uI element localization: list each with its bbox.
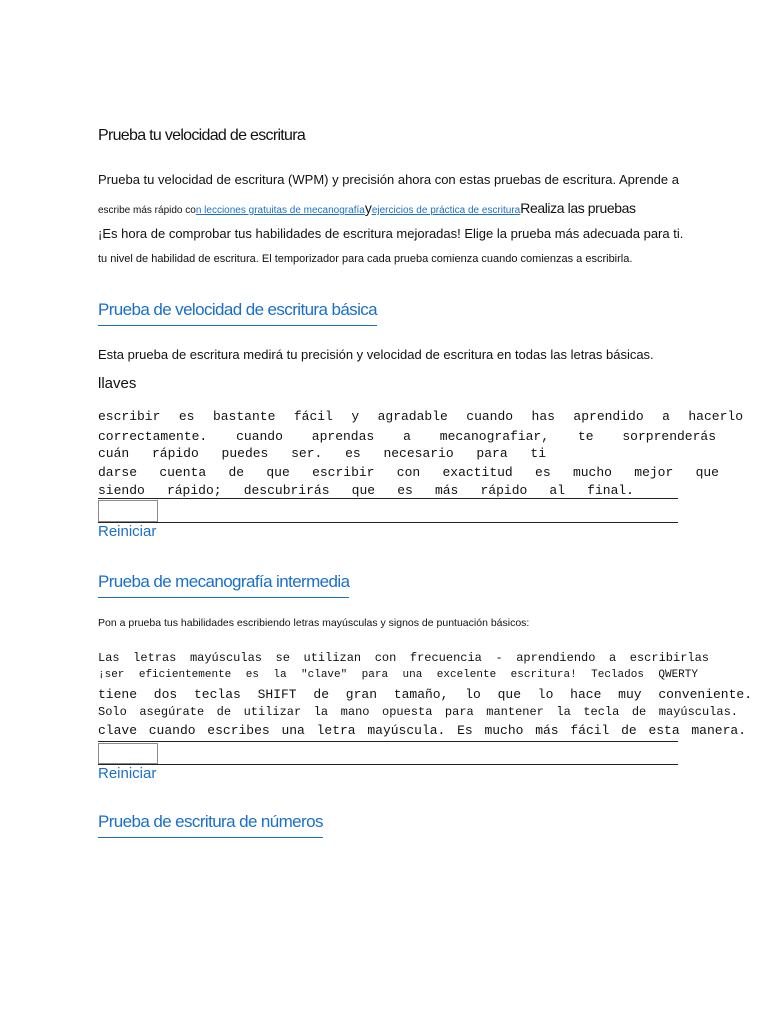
basic-divider-top	[98, 498, 678, 499]
intro-line-2-pre: escribe más rápido co	[98, 205, 196, 216]
intro-line-4: tu nivel de habilidad de escritura. El temporizador para cada prueba comienza cuando comienzas a escribirla.	[98, 253, 633, 265]
basic-reset-link[interactable]: Reiniciar	[98, 523, 157, 540]
intermediate-text-line-1: Las letras mayúsculas se utilizan con frecuencia - aprendiendo a escribirlas	[98, 651, 709, 665]
intermediate-typing-input[interactable]	[98, 743, 158, 764]
basic-text-line-4: darse cuenta de que escribir con exactitud es mucho mejor que	[98, 465, 719, 480]
intermediate-test-heading: Prueba de mecanografía intermedia	[98, 572, 349, 598]
basic-test-heading: Prueba de velocidad de escritura básica	[98, 300, 377, 326]
intermediate-text-line-4: Solo asegúrate de utilizar la mano opuesta para mantener la tecla de mayúsculas.	[98, 705, 738, 719]
basic-typing-input[interactable]	[98, 500, 158, 522]
basic-text-line-2: correctamente. cuando aprendas a mecanografiar, te sorprenderás	[98, 429, 716, 444]
intro-line-3: ¡Es hora de comprobar tus habilidades de escritura mejoradas! Elige la prueba más adecuada para ti.	[98, 226, 684, 241]
basic-text-line-5: siendo rápido; descubrirás que es más rápido al final.	[98, 483, 634, 498]
basic-text-line-3: cuán rápido puedes ser. es necesario para ti	[98, 446, 546, 461]
intermediate-test-description: Pon a prueba tus habilidades escribiendo letras mayúsculas y signos de puntuación básicos:	[98, 617, 530, 629]
intro-line-2	[98, 200, 636, 218]
basic-divider-bottom	[98, 522, 678, 523]
intermediate-text-line-3: tiene dos teclas SHIFT de gran tamaño, lo que lo hace muy conveniente.	[98, 687, 752, 702]
numbers-test-heading: Prueba de escritura de números	[98, 812, 323, 838]
basic-keys-label: llaves	[98, 375, 137, 392]
page-title: Prueba tu velocidad de escritura	[98, 127, 306, 144]
basic-test-description: Esta prueba de escritura medirá tu precisión y velocidad de escritura en todas las letras básicas.	[98, 347, 654, 362]
typing-lessons-link[interactable]: n lecciones gratuitas de mecanografía	[195, 205, 365, 216]
intermediate-reset-link[interactable]: Reiniciar	[98, 765, 157, 782]
intro-join: y	[364, 200, 372, 216]
intermediate-text-line-2: ¡ser eficientemente es la "clave" para una excelente escritura! Teclados QWERTY	[98, 669, 698, 681]
intermediate-divider-top	[98, 741, 678, 742]
intro-line-1: Prueba tu velocidad de escritura (WPM) y precisión ahora con estas pruebas de escritura. Aprende a	[98, 172, 679, 187]
intro-line-2-post: Realiza las pruebas	[520, 200, 636, 216]
intermediate-divider-bottom	[98, 764, 678, 765]
basic-text-line-1: escribir es bastante fácil y agradable cuando has aprendido a hacerlo	[98, 409, 743, 424]
typing-exercises-link[interactable]: ejercicios de práctica de escritura	[371, 205, 521, 216]
intermediate-text-line-5: clave cuando escribes una letra mayúscula. Es mucho más fácil de esta manera.	[98, 723, 746, 738]
